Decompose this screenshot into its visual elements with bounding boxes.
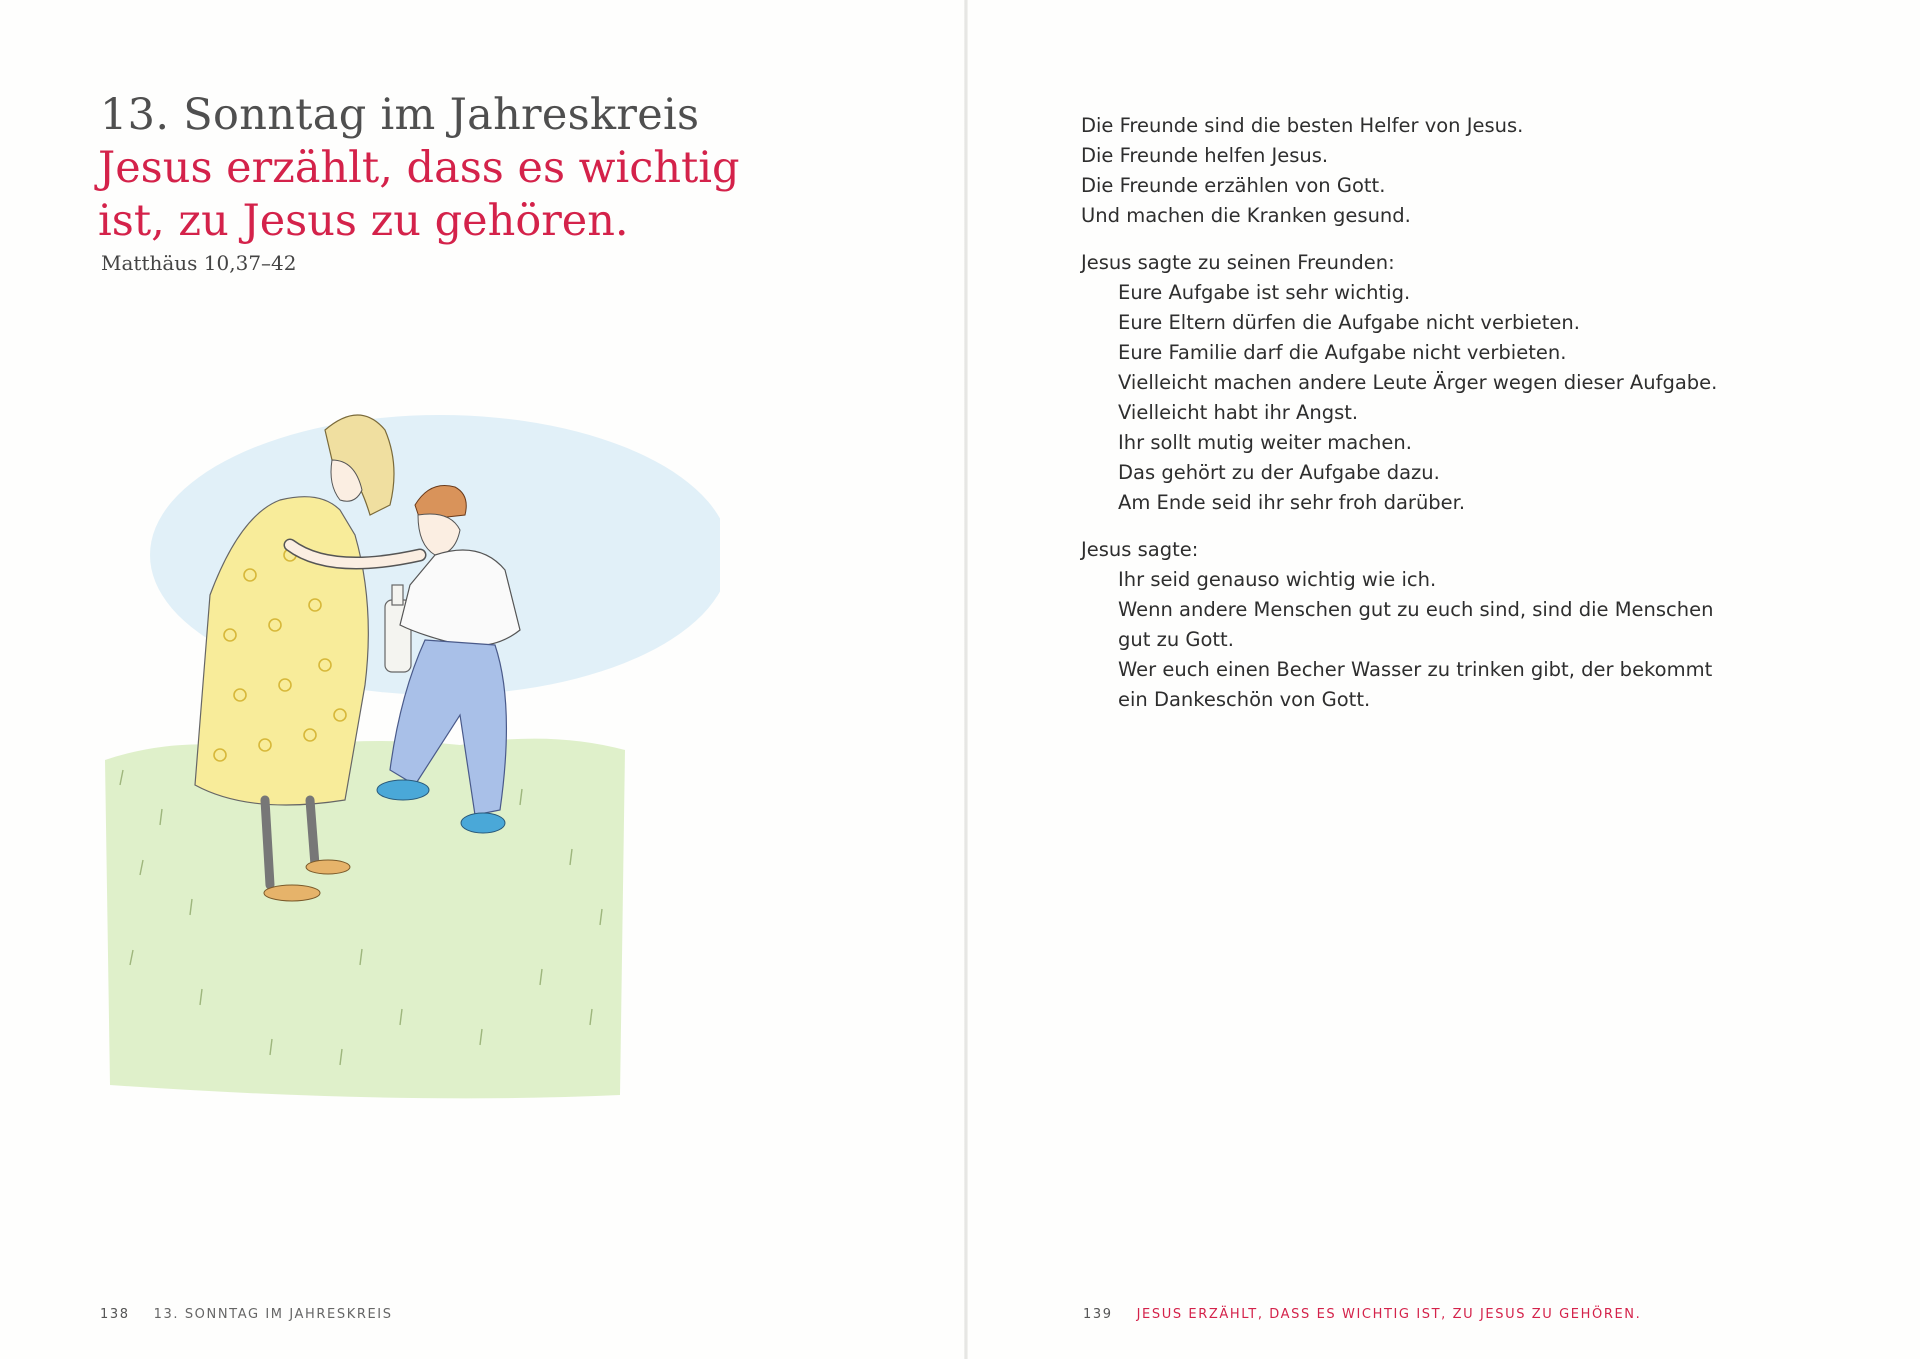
text-line: Eure Eltern dürfen die Aufgabe nicht verbieten.: [1118, 311, 1580, 334]
text-line: Ihr sollt mutig weiter machen.: [1118, 431, 1412, 454]
paragraph: [1081, 111, 1801, 231]
man-shoe-1: [377, 780, 429, 800]
text-line: Die Freunde helfen Jesus.: [1081, 144, 1329, 167]
bible-reference: Matthäus 10,37–42: [101, 251, 297, 275]
left-footer: [100, 1307, 393, 1322]
week-title: 13. Sonntag im Jahreskreis: [100, 90, 700, 140]
woman-shoe-1: [264, 885, 320, 901]
text-line: Jesus sagte zu seinen Freunden:: [1081, 251, 1395, 274]
right-footer: [1083, 1307, 1641, 1322]
woman-shoe-2: [306, 860, 350, 874]
text-line: Wer euch einen Becher Wasser zu trinken gibt, der bekommt: [1118, 658, 1713, 681]
text-line: gut zu Gott.: [1118, 628, 1234, 651]
paragraph: [1081, 248, 1801, 518]
page-number-right: 139: [1083, 1307, 1113, 1322]
text-line: Eure Aufgabe ist sehr wichtig.: [1118, 281, 1411, 304]
running-head-right: JESUS ERZÄHLT, DASS ES WICHTIG IST, ZU JESUS ZU GEHÖREN.: [1136, 1307, 1642, 1322]
text-line: Die Freunde erzählen von Gott.: [1081, 174, 1386, 197]
text-line: ein Dankeschön von Gott.: [1118, 688, 1371, 711]
text-line: Eure Familie darf die Aufgabe nicht verbieten.: [1118, 341, 1567, 364]
headline: Jesus erzählt, dass es wichtig ist, zu Jesus zu gehören.: [98, 143, 740, 246]
text-line: Und machen die Kranken gesund.: [1081, 204, 1411, 227]
illustration: [100, 405, 720, 1105]
text-line: Ihr seid genauso wichtig wie ich.: [1118, 568, 1437, 591]
text-line: Vielleicht habt ihr Angst.: [1118, 401, 1359, 424]
body-text: [1081, 111, 1801, 732]
text-line: Die Freunde sind die besten Helfer von Jesus.: [1081, 114, 1524, 137]
paragraph: [1081, 535, 1801, 715]
page-number-left: 138: [100, 1307, 130, 1322]
text-line: Vielleicht machen andere Leute Ärger wegen dieser Aufgabe.: [1118, 371, 1718, 394]
grass: [105, 739, 625, 1099]
man-shoe-2: [461, 813, 505, 833]
text-line: Am Ende seid ihr sehr froh darüber.: [1118, 491, 1466, 514]
text-line: Wenn andere Menschen gut zu euch sind, sind die Menschen: [1118, 598, 1714, 621]
text-line: Das gehört zu der Aufgabe dazu.: [1118, 461, 1440, 484]
running-head-left: 13. SONNTAG IM JAHRESKREIS: [153, 1307, 393, 1322]
text-line: Jesus sagte:: [1081, 538, 1199, 561]
